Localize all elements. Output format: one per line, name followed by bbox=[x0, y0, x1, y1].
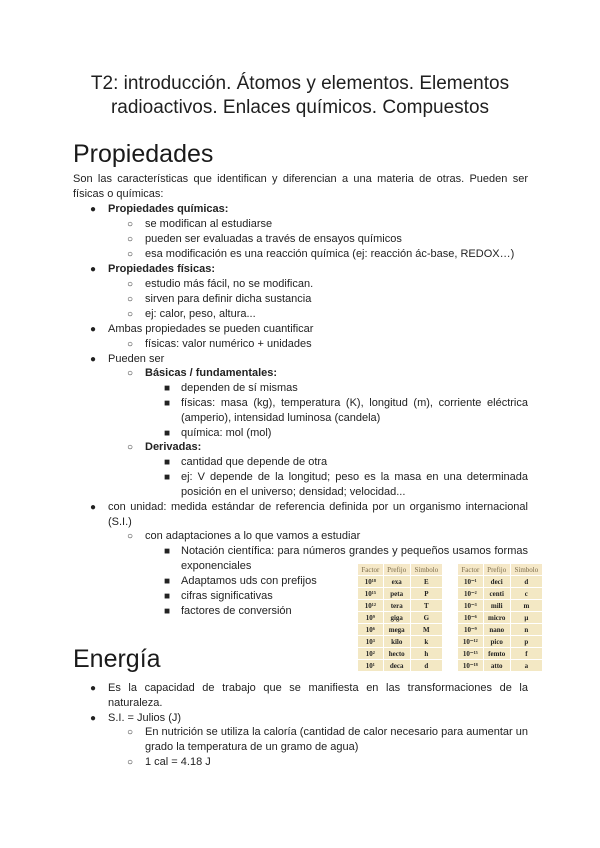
table-cell: 10⁻¹ bbox=[458, 576, 484, 588]
table-cell: exa bbox=[383, 576, 410, 588]
table-row bbox=[358, 648, 443, 660]
table-row bbox=[358, 612, 443, 624]
list-item: dependen de sí mismas bbox=[181, 382, 298, 394]
list-item: físicas: valor numérico + unidades bbox=[145, 338, 312, 350]
table-cell: 10⁹ bbox=[358, 612, 384, 624]
list-item: con adaptaciones a lo que vamos a estudiar bbox=[145, 530, 361, 542]
circle-bullet-icon: ○ bbox=[127, 531, 134, 542]
table-cell: 10⁻⁹ bbox=[458, 624, 484, 636]
list-item: factores de conversión bbox=[181, 605, 292, 617]
circle-bullet-icon: ○ bbox=[127, 294, 134, 305]
heading-propiedades: Propiedades bbox=[73, 140, 214, 168]
intro-paragraph: Son las características que identifican y diferencian a una materia de otras. Pueden ser físicas o químicas: bbox=[73, 173, 528, 200]
derivadas-label: Derivadas: bbox=[145, 441, 202, 453]
list-item: En nutrición se utiliza la caloría (cantidad de calor necesario para aumentar un grado la temperatura de un gramo de agua) bbox=[145, 726, 528, 753]
table-row bbox=[458, 660, 543, 672]
table-cell: hecto bbox=[383, 648, 410, 660]
square-bullet-icon: ■ bbox=[164, 606, 171, 617]
table-cell: p bbox=[510, 636, 542, 648]
list-item: físicas: masa (kg), temperatura (K), longitud (m), corriente eléctrica (amperio), intensidad luminosa (candela) bbox=[181, 397, 528, 424]
circle-bullet-icon: ○ bbox=[127, 368, 134, 379]
table-header-cell: Factor bbox=[358, 564, 384, 576]
table-cell: a bbox=[510, 660, 542, 672]
table-cell: 10⁻¹⁸ bbox=[458, 660, 484, 672]
bullet-icon: ● bbox=[90, 683, 97, 694]
square-bullet-icon: ■ bbox=[164, 576, 171, 587]
table-header-cell: Prefijo bbox=[383, 564, 410, 576]
bullet-icon: ● bbox=[90, 324, 97, 335]
bullet-icon: ● bbox=[90, 713, 97, 724]
circle-bullet-icon: ○ bbox=[127, 249, 134, 260]
table-cell: m bbox=[510, 600, 542, 612]
prefix-table-left bbox=[357, 563, 443, 672]
bullet-icon: ● bbox=[90, 264, 97, 275]
table-row bbox=[458, 636, 543, 648]
list-item: se modifican al estudiarse bbox=[145, 218, 273, 230]
table-cell: E bbox=[410, 576, 442, 588]
table-row bbox=[458, 576, 543, 588]
list-item: ej: V depende de la longitud; peso es la masa en una determinada posición en el universo; densidad; velocidad... bbox=[181, 471, 528, 498]
table-cell: d bbox=[510, 576, 542, 588]
square-bullet-icon: ■ bbox=[164, 428, 171, 439]
bullet-icon: ● bbox=[90, 354, 97, 365]
table-cell: mega bbox=[383, 624, 410, 636]
table-cell: d bbox=[410, 660, 442, 672]
table-row bbox=[358, 636, 443, 648]
table-cell: P bbox=[410, 588, 442, 600]
table-cell: f bbox=[510, 648, 542, 660]
list-item: ej: calor, peso, altura... bbox=[145, 308, 256, 320]
table-row bbox=[358, 576, 443, 588]
prefix-table-right bbox=[457, 563, 543, 672]
table-cell: c bbox=[510, 588, 542, 600]
list-item: esa modificación es una reacción química (ej: reacción ác-base, REDOX…) bbox=[145, 248, 515, 260]
table-row bbox=[358, 588, 443, 600]
basicas-label: Básicas / fundamentales: bbox=[145, 367, 278, 379]
square-bullet-icon: ■ bbox=[164, 591, 171, 602]
square-bullet-icon: ■ bbox=[164, 546, 171, 557]
title-line-2: radioactivos. Enlaces químicos. Compuestos bbox=[110, 97, 490, 118]
table-header-row bbox=[458, 564, 543, 576]
list-item: 1 cal = 4.18 J bbox=[145, 756, 211, 768]
table-cell: mili bbox=[483, 600, 510, 612]
table-cell: tera bbox=[383, 600, 410, 612]
circle-bullet-icon: ○ bbox=[127, 234, 134, 245]
propiedades-quimicas-label: Propiedades químicas: bbox=[108, 203, 229, 215]
bullet-icon: ● bbox=[90, 204, 97, 215]
table-row bbox=[458, 588, 543, 600]
circle-bullet-icon: ○ bbox=[127, 339, 134, 350]
list-item: S.I. = Julios (J) bbox=[108, 712, 182, 724]
list-item: cantidad que depende de otra bbox=[181, 456, 328, 468]
table-cell: n bbox=[510, 624, 542, 636]
table-cell: 10⁻¹² bbox=[458, 636, 484, 648]
list-item: pueden ser evaluadas a través de ensayos químicos bbox=[145, 233, 402, 245]
list-item: Es la capacidad de trabajo que se manifiesta en las transformaciones de la naturaleza. bbox=[108, 682, 528, 709]
list-item: con unidad: medida estándar de referencia definida por un organismo internacional (S.I.) bbox=[108, 501, 528, 528]
circle-bullet-icon: ○ bbox=[127, 219, 134, 230]
table-header-cell: Símbolo bbox=[510, 564, 542, 576]
table-row bbox=[458, 648, 543, 660]
table-row bbox=[358, 660, 443, 672]
table-cell: 10⁻² bbox=[458, 588, 484, 600]
table-cell: T bbox=[410, 600, 442, 612]
table-cell: h bbox=[410, 648, 442, 660]
list-item: sirven para definir dicha sustancia bbox=[145, 293, 312, 305]
list-item: Ambas propiedades se pueden cuantificar bbox=[108, 323, 314, 335]
table-cell: atto bbox=[483, 660, 510, 672]
circle-bullet-icon: ○ bbox=[127, 727, 134, 738]
bullet-icon: ● bbox=[90, 502, 97, 513]
table-cell: 10⁻¹⁵ bbox=[458, 648, 484, 660]
list-item: Notación científica: para números grandes y pequeños usamos formas exponenciales bbox=[181, 545, 528, 572]
table-cell: 10² bbox=[358, 648, 384, 660]
table-row bbox=[458, 600, 543, 612]
table-cell: giga bbox=[383, 612, 410, 624]
table-header-cell: Prefijo bbox=[483, 564, 510, 576]
table-cell: k bbox=[410, 636, 442, 648]
table-cell: G bbox=[410, 612, 442, 624]
propiedades-fisicas-label: Propiedades físicas: bbox=[108, 263, 215, 275]
table-cell: μ bbox=[510, 612, 542, 624]
circle-bullet-icon: ○ bbox=[127, 757, 134, 768]
table-cell: 10¹⁵ bbox=[358, 588, 384, 600]
table-cell: 10¹² bbox=[358, 600, 384, 612]
table-cell: kilo bbox=[383, 636, 410, 648]
table-cell: nano bbox=[483, 624, 510, 636]
table-cell: micro bbox=[483, 612, 510, 624]
table-cell: M bbox=[410, 624, 442, 636]
circle-bullet-icon: ○ bbox=[127, 279, 134, 290]
list-item: Pueden ser bbox=[108, 353, 165, 365]
table-cell: 10¹⁸ bbox=[358, 576, 384, 588]
square-bullet-icon: ■ bbox=[164, 398, 171, 409]
circle-bullet-icon: ○ bbox=[127, 442, 134, 453]
table-cell: centi bbox=[483, 588, 510, 600]
square-bullet-icon: ■ bbox=[164, 472, 171, 483]
square-bullet-icon: ■ bbox=[164, 457, 171, 468]
list-item: química: mol (mol) bbox=[181, 427, 272, 439]
table-cell: pico bbox=[483, 636, 510, 648]
table-cell: 10⁶ bbox=[358, 624, 384, 636]
square-bullet-icon: ■ bbox=[164, 383, 171, 394]
list-item: cifras significativas bbox=[181, 590, 273, 602]
list-item: estudio más fácil, no se modifican. bbox=[145, 278, 314, 290]
list-item: Adaptamos uds con prefijos bbox=[181, 575, 317, 587]
circle-bullet-icon: ○ bbox=[127, 309, 134, 320]
table-header-cell: Símbolo bbox=[410, 564, 442, 576]
table-cell: 10³ bbox=[358, 636, 384, 648]
title-line-1: T2: introducción. Átomos y elementos. Elementos bbox=[90, 73, 510, 94]
table-cell: deca bbox=[383, 660, 410, 672]
table-cell: femto bbox=[483, 648, 510, 660]
table-cell: 10⁻⁶ bbox=[458, 612, 484, 624]
heading-energia: Energía bbox=[73, 645, 161, 673]
table-header-cell: Factor bbox=[458, 564, 484, 576]
table-row bbox=[358, 600, 443, 612]
table-cell: 10¹ bbox=[358, 660, 384, 672]
table-row bbox=[358, 624, 443, 636]
table-cell: peta bbox=[383, 588, 410, 600]
table-cell: 10⁻³ bbox=[458, 600, 484, 612]
table-cell: deci bbox=[483, 576, 510, 588]
table-row bbox=[458, 612, 543, 624]
document-title bbox=[60, 72, 540, 120]
table-header-row bbox=[358, 564, 443, 576]
table-row bbox=[458, 624, 543, 636]
